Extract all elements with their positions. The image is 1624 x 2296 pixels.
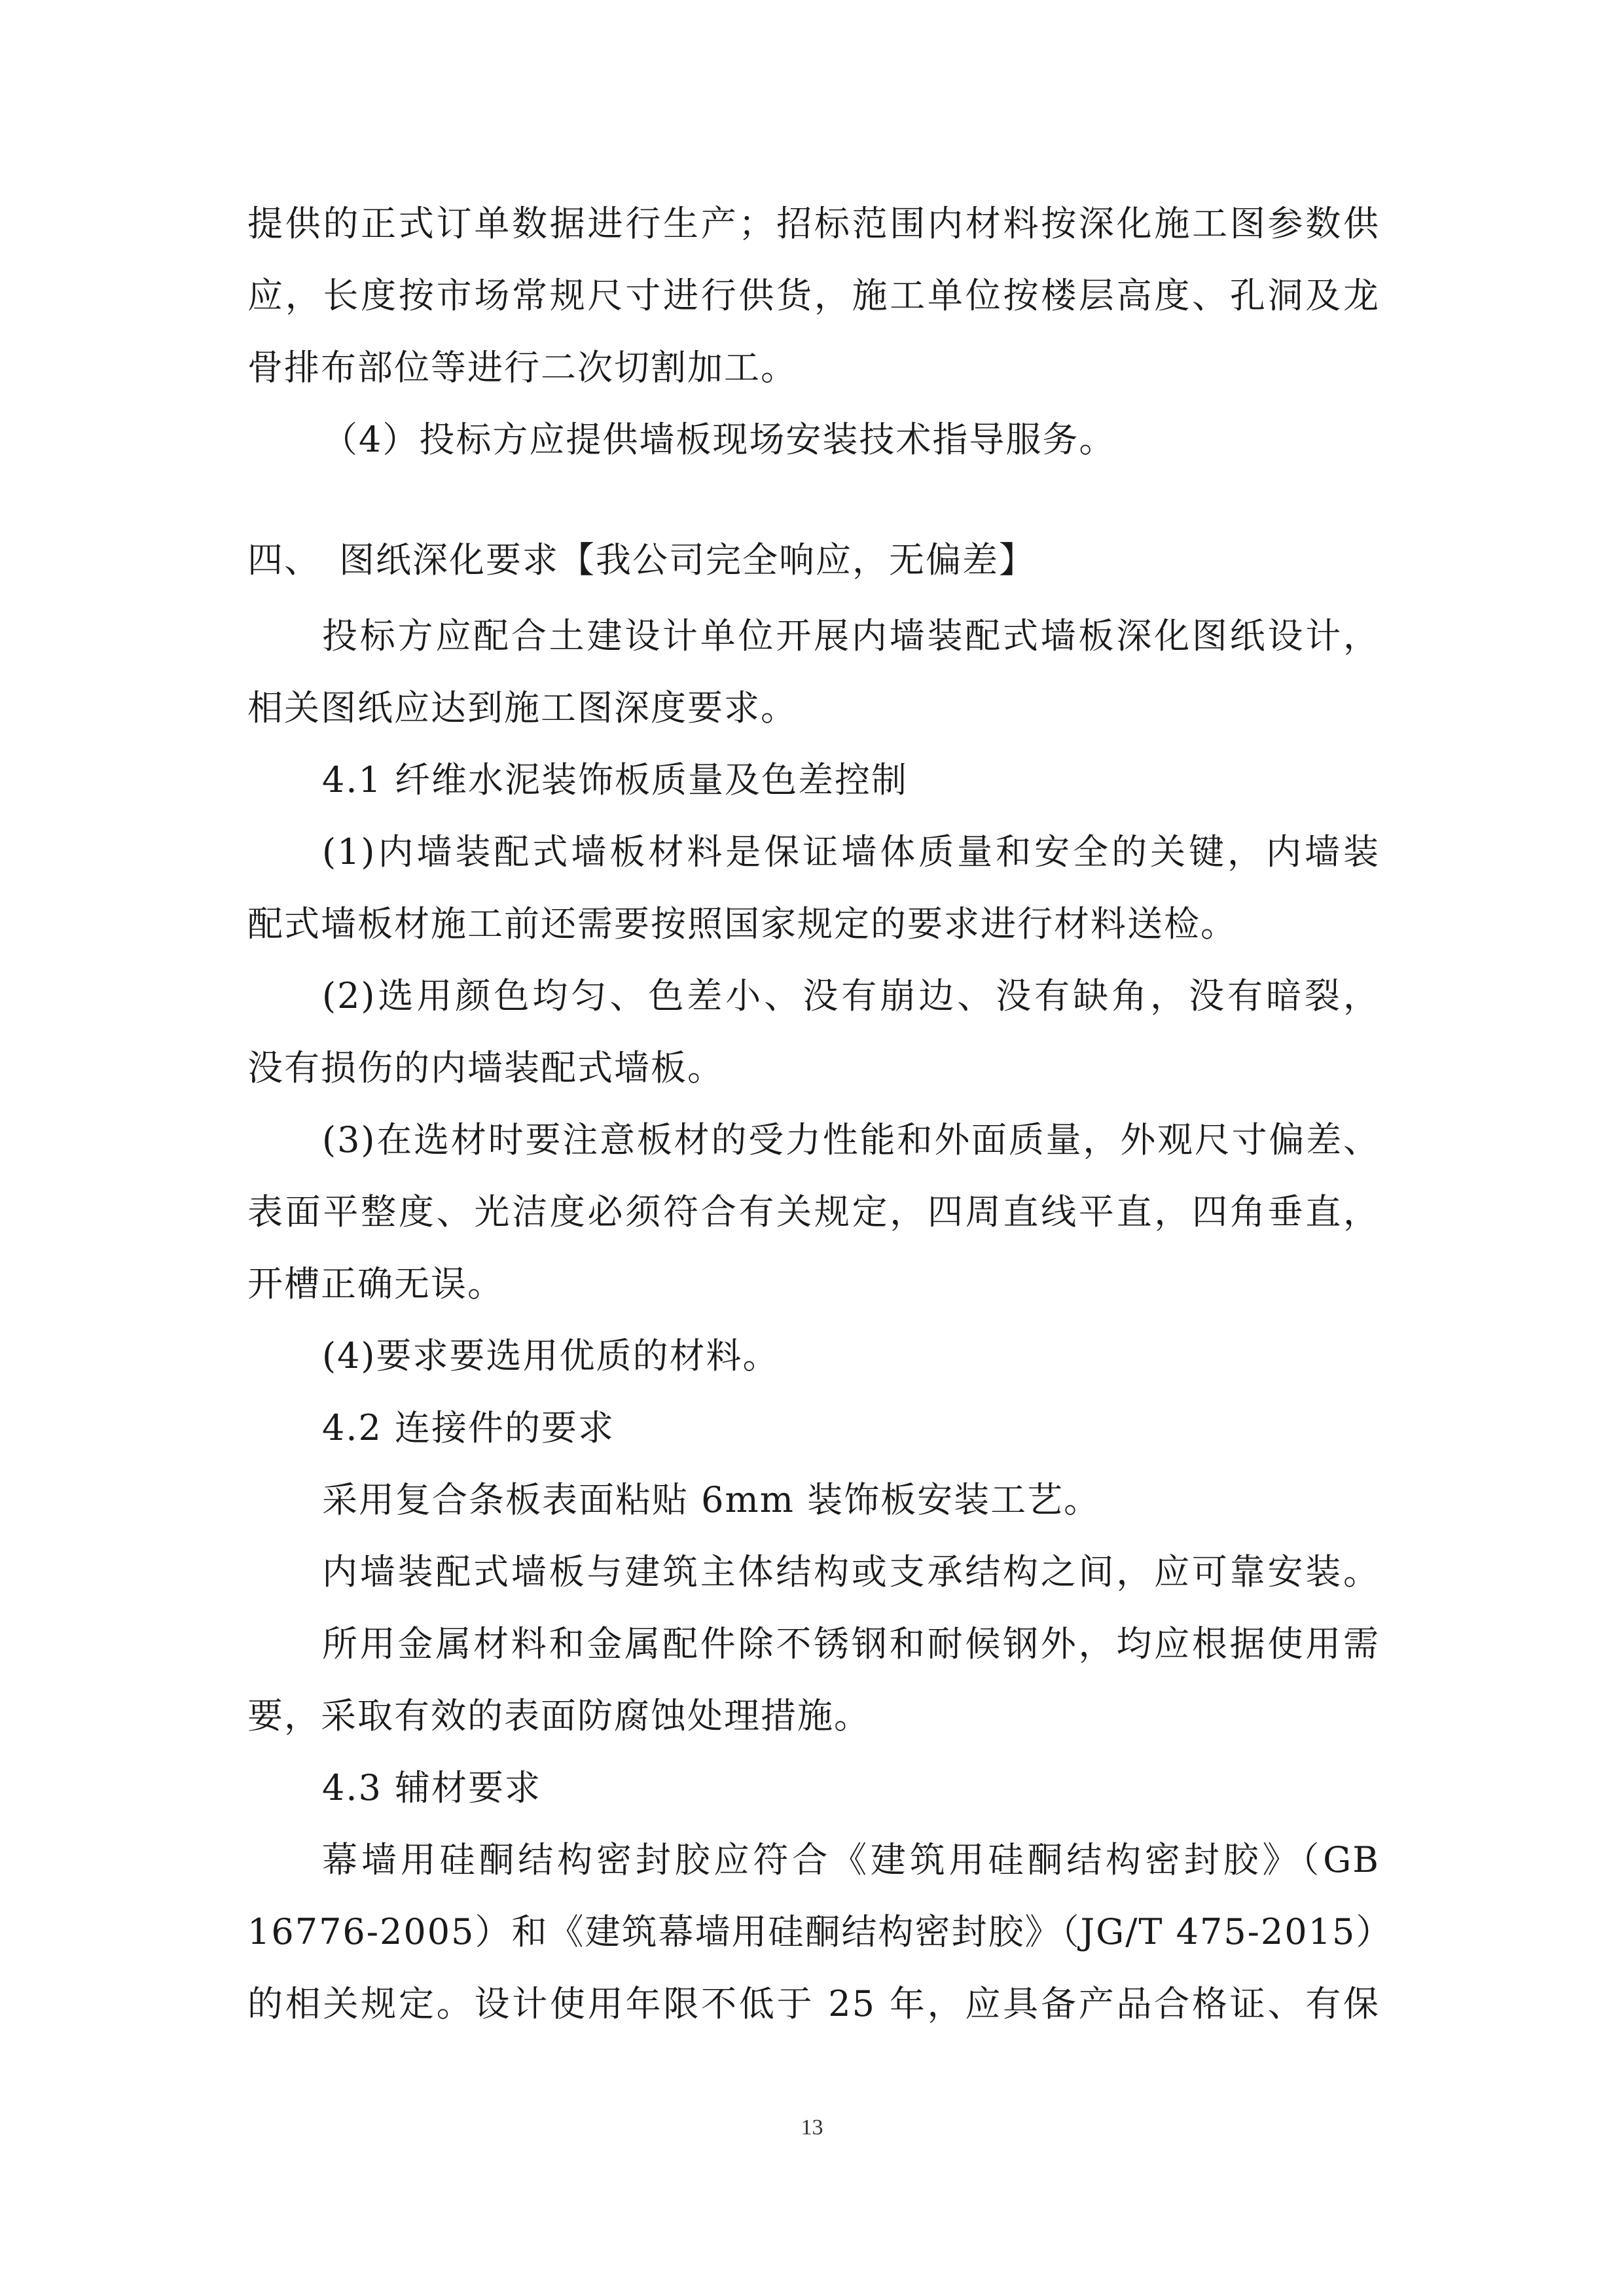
body-line: (1)内墙装配式墙板材料是保证墙体质量和安全的关键，内墙装	[322, 831, 1380, 872]
body-line: 内墙装配式墙板与建筑主体结构或支承结构之间，应可靠安装。	[322, 1551, 1380, 1592]
body-line: 的相关规定。设计使用年限不低于 25 年，应具备产品合格证、有保	[247, 1983, 1380, 2024]
body-line: （4）投标方应提供墙板现场安装技术指导服务。	[322, 419, 1116, 460]
body-line: 表面平整度、光洁度必须符合有关规定，四周直线平直，四角垂直，	[247, 1191, 1380, 1232]
subsection-heading: 4.2 连接件的要求	[322, 1407, 615, 1448]
body-line: 配式墙板材施工前还需要按照国家规定的要求进行材料送检。	[247, 903, 1237, 944]
body-line: 开槽正确无误。	[247, 1263, 504, 1304]
section-title: 图纸深化要求【我公司完全响应，无偏差】	[339, 539, 1036, 581]
page-number: 13	[801, 2115, 823, 2140]
body-line: 没有损伤的内墙装配式墙板。	[247, 1047, 724, 1088]
body-line: 要，采取有效的表面防腐蚀处理措施。	[247, 1695, 871, 1736]
body-line: 骨排布部位等进行二次切割加工。	[247, 347, 797, 388]
body-line: 幕墙用硅酮结构密封胶应符合《建筑用硅酮结构密封胶》（GB	[322, 1839, 1380, 1880]
subsection-heading: 4.3 辅材要求	[322, 1767, 542, 1808]
body-line: (3)在选材时要注意板材的受力性能和外面质量，外观尺寸偏差、	[322, 1119, 1380, 1160]
body-line: (2)选用颜色均匀、色差小、没有崩边、没有缺角，没有暗裂，	[322, 975, 1380, 1016]
body-line: (4)要求要选用优质的材料。	[322, 1335, 780, 1376]
body-line: 16776-2005）和《建筑幕墙用硅酮结构密封胶》（JG/T 475-2015）	[247, 1911, 1393, 1952]
body-line: 投标方应配合土建设计单位开展内墙装配式墙板深化图纸设计，	[322, 615, 1380, 656]
body-line: 采用复合条板表面粘贴 6mm 装饰板安装工艺。	[322, 1479, 1101, 1520]
body-line: 所用金属材料和金属配件除不锈钢和耐候钢外，均应根据使用需	[322, 1623, 1380, 1664]
body-line: 相关图纸应达到施工图深度要求。	[247, 687, 797, 728]
section-heading	[247, 534, 1380, 586]
subsection-heading: 4.1 纤维水泥装饰板质量及色差控制	[322, 759, 909, 800]
section-number: 四、	[247, 539, 321, 581]
body-line: 应，长度按市场常规尺寸进行供货，施工单位按楼层高度、孔洞及龙	[247, 275, 1380, 316]
body-line: 提供的正式订单数据进行生产；招标范围内材料按深化施工图参数供	[247, 203, 1380, 244]
